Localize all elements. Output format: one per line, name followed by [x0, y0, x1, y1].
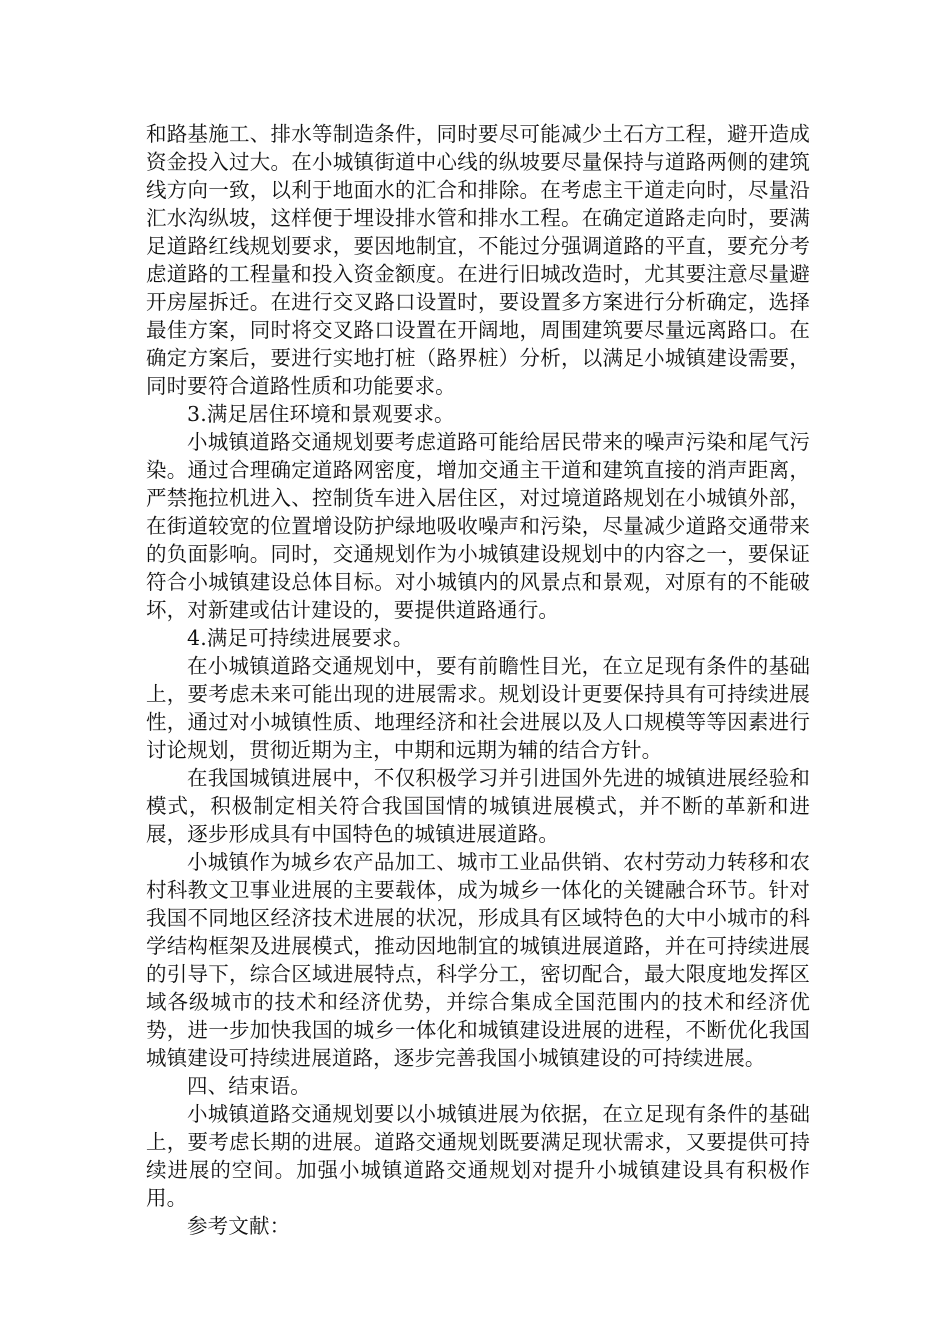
paragraph-road-alignment: 和路基施工、排水等制造条件，同时要尽可能减少土石方工程，避开造成资金投入过大。在小城镇街道中心线的纵坡要尽量保持与道路两侧的建筑线方向一致，以利于地面水的汇合和排除。在考虑主干道走向时，尽量沿汇水沟纵坡，这样便于埋设排水管和排水工程。在确定道路走向时，要满足道路红线规划要求，要因地制宜，不能过分强调道路的平直，要充分考虑道路的工程量和投入资金额度。在进行旧城改造时，尤其要注意尽量避开房屋拆迁。在进行交叉路口设置时，要设置多方案进行分析确定，选择最佳方案，同时将交叉路口设置在开阔地，周围建筑要尽量远离路口。在确定方案后，要进行实地打桩（路界桩）分析，以满足小城镇建设需要，同时要符合道路性质和功能要求。 [146, 122, 810, 398]
paragraph-chinese-characteristics: 在我国城镇进展中，不仅积极学习并引进国外先进的城镇进展经验和模式，积极制定相关符合我国国情的城镇进展模式，并不断的革新和进展，逐步形成具有中国特色的城镇进展道路。 [146, 766, 810, 846]
paragraph-noise-pollution: 小城镇道路交通规划要考虑道路可能给居民带来的噪声污染和尾气污染。通过合理确定道路网密度，增加交通主干道和建筑直接的消声距离，严禁拖拉机进入、控制货车进入居住区，对过境道路规划在小城镇外部，在街道较宽的位置增设防护绿地吸收噪声和污染，尽量减少道路交通带来的负面影响。同时，交通规划作为小城镇建设规划中的内容之一，要保证符合小城镇建设总体目标。对小城镇内的风景点和景观，对原有的不能破坏，对新建或估计建设的，要提供道路通行。 [146, 430, 810, 622]
section-heading-sustainable: 4.满足可持续进展要求。 [187, 626, 414, 650]
document-page [146, 120, 810, 1240]
paragraph-forward-looking: 在小城镇道路交通规划中，要有前瞻性目光，在立足现有条件的基础上，要考虑未来可能出现的进展需求。规划设计更要保持具有可持续进展性，通过对小城镇性质、地理经济和社会进展以及人口规模等等因素进行讨论规划，贯彻近期为主，中期和远期为辅的结合方针。 [146, 654, 810, 762]
section-heading-conclusion: 四、结束语。 [187, 1074, 311, 1098]
references-heading: 参考文献： [187, 1214, 291, 1238]
section-heading-living-environment: 3.满足居住环境和景观要求。 [187, 402, 455, 426]
paragraph-urban-rural-integration: 小城镇作为城乡农产品加工、城市工业品供销、农村劳动力转移和农村科教文卫事业进展的主要载体，成为城乡一体化的关键融合环节。针对我国不同地区经济技术进展的状况，形成具有区域特色的大中小城市的科学结构框架及进展模式，推动因地制宜的城镇进展道路，并在可持续进展的引导下，综合区域进展特点，科学分工，密切配合，最大限度地发挥区域各级城市的技术和经济优势，并综合集成全国范围内的技术和经济优势，进一步加快我国的城乡一体化和城镇建设进展的进程，不断优化我国城镇建设可持续进展道路，逐步完善我国小城镇建设的可持续进展。 [146, 850, 810, 1070]
paragraph-conclusion: 小城镇道路交通规划要以小城镇进展为依据，在立足现有条件的基础上，要考虑长期的进展。道路交通规划既要满足现状需求，又要提供可持续进展的空间。加强小城镇道路交通规划对提升小城镇建设具有积极作用。 [146, 1102, 810, 1210]
